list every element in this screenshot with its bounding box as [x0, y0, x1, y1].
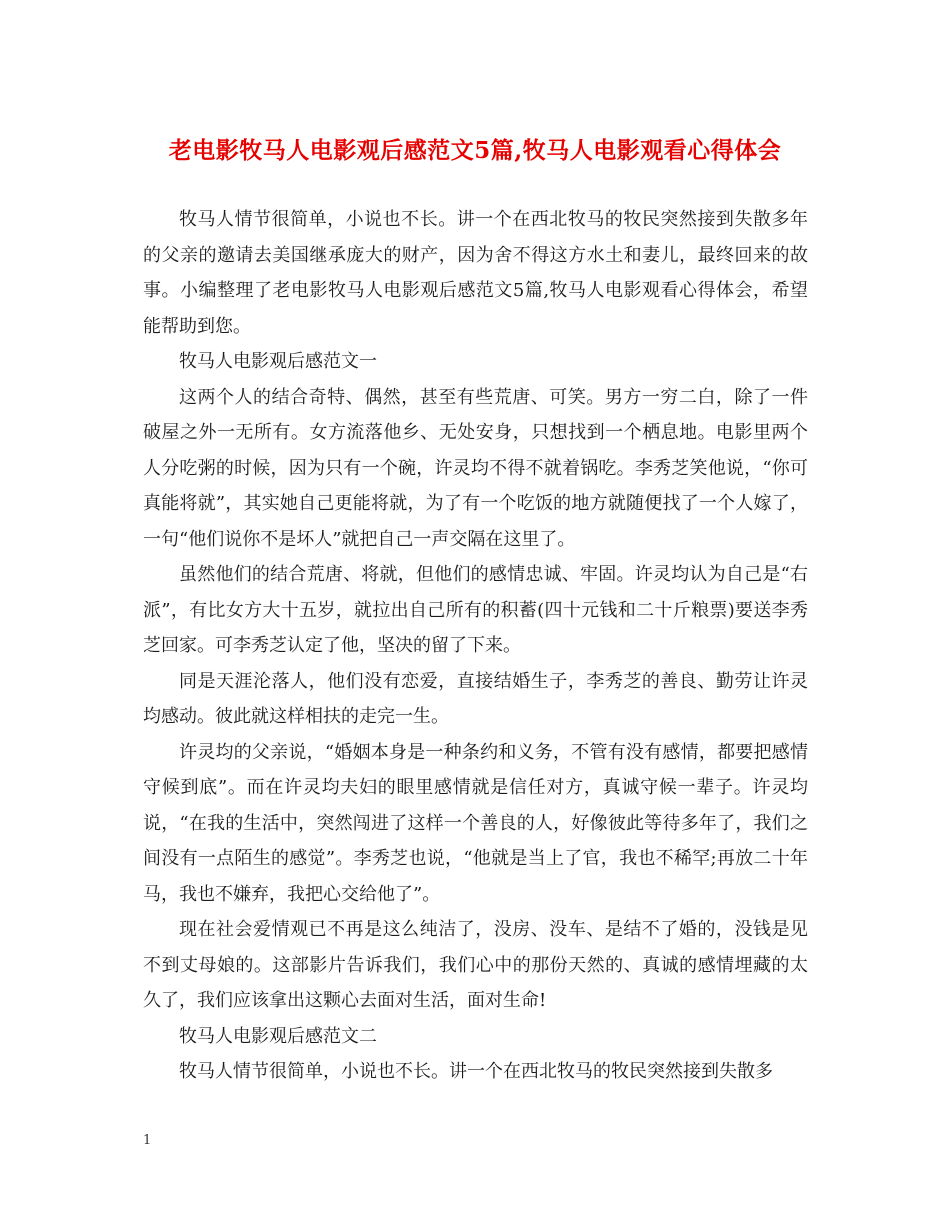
paragraph: 同是天涯沦落人，他们没有恋爱，直接结婚生子，李秀芝的善良、勤劳让许灵均感动。彼此就这样相扶的走完一生。	[143, 670, 808, 727]
paragraph: 牧马人情节很简单，小说也不长。讲一个在西北牧马的牧民突然接到失散多	[179, 1061, 773, 1082]
document-title: 老电影牧马人电影观后感范文5篇,牧马人电影观看心得体会	[168, 137, 782, 164]
section-heading: 牧马人电影观后感范文二	[179, 1025, 377, 1047]
document-body	[143, 202, 808, 1090]
paragraph: 这两个人的结合奇特、偶然，甚至有些荒唐、可笑。男方一穷二白，除了一件破屋之外一无所有。女方流落他乡、无处安身，只想找到一个栖息地。电影里两个人分吃粥的时候，因为只有一个碗，许灵均不得不就着锅吃。李秀芝笑他说，“你可真能将就”，其实她自己更能将就，为了有一个吃饭的地方就随便找了一个人嫁了，一句“他们说你不是坏人”就把自己一声交隔在这里了。	[143, 386, 808, 550]
page-number: 1	[143, 1133, 152, 1148]
paragraph: 许灵均的父亲说，“婚姻本身是一种条约和义务，不管有没有感情，都要把感情守候到底”。而在许灵均夫妇的眼里感情就是信任对方，真诚守候一辈子。许灵均说，“在我的生活中，突然闯进了这样一个善良的人，好像彼此等待多年了，我们之间没有一点陌生的感觉”。李秀芝也说，“他就是当上了官，我也不稀罕;再放二十年马，我也不嫌弃，我把心交给他了”。	[143, 741, 808, 905]
paragraph: 现在社会爱情观已不再是这么纯洁了，没房、没车、是结不了婚的，没钱是见不到丈母娘的。这部影片告诉我们，我们心中的那份天然的、真诚的感情埋藏的太久了，我们应该拿出这颗心去面对生活，面对生命!	[143, 919, 808, 1011]
paragraph: 牧马人情节很简单，小说也不长。讲一个在西北牧马的牧民突然接到失散多年的父亲的邀请去美国继承庞大的财产，因为舍不得这方水土和妻儿，最终回来的故事。小编整理了老电影牧马人电影观后感范文5篇,牧马人电影观看心得体会，希望能帮助到您。	[143, 209, 808, 337]
section-heading: 牧马人电影观后感范文一	[179, 351, 377, 372]
paragraph: 虽然他们的结合荒唐、将就，但他们的感情忠诚、牢固。许灵均认为自己是“右派”，有比女方大十五岁，就拉出自己所有的积蓄(四十元钱和二十斤粮票)要送李秀芝回家。可李秀芝认定了他，坚决的留了下来。	[143, 564, 808, 656]
